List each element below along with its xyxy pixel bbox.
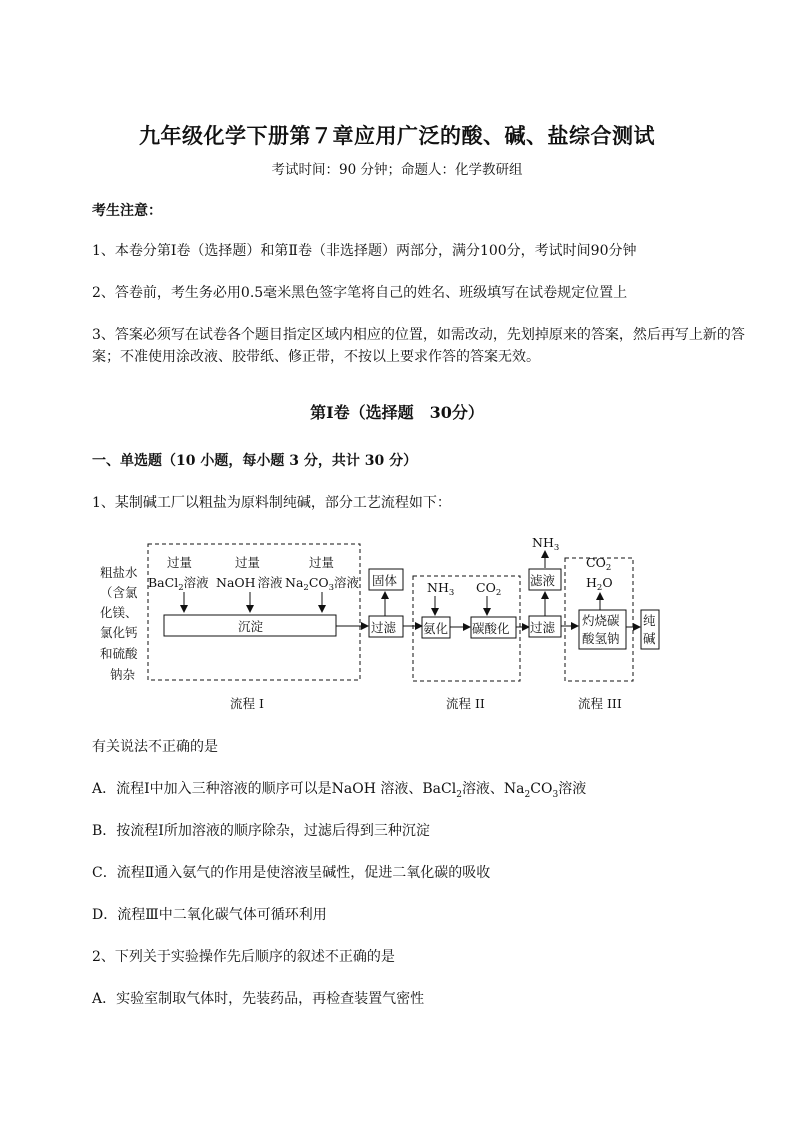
reagent-excess-label-1: 过量 (167, 555, 193, 570)
note-item-1: 1、本卷分第Ⅰ卷（选择题）和第Ⅱ卷（非选择题）两部分，满分100分，考试时间90分钟 (92, 243, 637, 259)
section-title: 第Ⅰ卷（选择题 30分） (310, 403, 484, 422)
question-1-prompt: 有关说法不正确的是 (92, 739, 218, 755)
flow-1-label: 流程 I (230, 696, 264, 711)
note-item-3: 3、答案必须写在试卷各个题目指定区域内相应的位置，如需改动，先划掉原来的答案，然后再写上新的答案；不准使用涂改液、胶带纸、修正带，不按以上要求作答的答案无效。 (92, 327, 745, 365)
h2o-label: $H_2O$ (586, 575, 613, 593)
flow-3-label: 流程 III (578, 696, 622, 711)
exam-info: 考试时间：90 分钟；命题人：化学教研组 (271, 162, 523, 178)
note-item-2: 2、答卷前，考生务必用0.5毫米黑色签字笔将自己的姓名、班级填写在试卷规定位置上 (92, 285, 628, 301)
raw-material-line-1: 粗盐水 (100, 565, 138, 580)
option-d: D．流程Ⅲ中二氧化碳气体可循环利用 (92, 907, 327, 923)
calcination-label-1: 灼烧碳 (582, 613, 620, 628)
question-2-option-a: A．实验室制取气体时，先装药品，再检查装置气密性 (92, 991, 425, 1007)
filtrate-label: 滤液 (530, 573, 556, 588)
soda-ash-label-1: 纯 (643, 613, 656, 628)
nh3-label: $NH_3$ (427, 580, 455, 598)
option-c: C．流程Ⅱ通入氨气的作用是使溶液呈碱性，促进二氧化碳的吸收 (92, 865, 491, 881)
filter-1-label: 过滤 (371, 620, 397, 635)
reagent-excess-label-2: 过量 (235, 555, 261, 570)
raw-material-line-4: 氯化钙 (100, 625, 138, 640)
precipitation-label: 沉淀 (238, 619, 264, 634)
co2-label-1: $CO_2$ (476, 580, 502, 598)
option-a: A．流程Ⅰ中加入三种溶液的顺序可以是NaOH 溶液、BaCl$_2$溶液、$Na_2CO_3$溶液 (92, 781, 587, 800)
part-heading: 一、单选题（10 小题，每小题 3 分，共计 30 分） (92, 453, 418, 469)
calcination-label-2: 酸氢钠 (582, 631, 620, 646)
carbonation-label: 碳酸化 (472, 621, 510, 636)
reagent-excess-label-3: 过量 (309, 555, 335, 570)
nh3-output-label: $NH_3$ (532, 535, 560, 553)
question-1-stem: 1、某制碱工厂以粗盐为原料制纯碱，部分工艺流程如下： (92, 495, 451, 511)
co2-label-2: $CO_2$ (586, 555, 612, 573)
soda-ash-label-2: 碱 (643, 631, 656, 646)
question-2-stem: 2、下列关于实验操作先后顺序的叙述不正确的是 (92, 949, 395, 965)
filter-2-label: 过滤 (530, 620, 556, 635)
bacl2-label: BaCl$_2$溶液 (148, 575, 209, 593)
option-b: B．按流程Ⅰ所加溶液的顺序除杂，过滤后得到三种沉淀 (92, 823, 430, 839)
page-title: 九年级化学下册第７章应用广泛的酸、碱、盐综合测试 (139, 123, 655, 148)
ammoniation-label: 氨化 (423, 621, 449, 636)
raw-material-line-3: 化镁、 (100, 605, 138, 620)
flow-2-label: 流程 II (446, 696, 485, 711)
process-flow-diagram (92, 525, 692, 725)
raw-material-line-6: 钠杂 (110, 667, 136, 682)
solid-label: 固体 (372, 573, 398, 588)
na2co3-label: $Na_2CO_3$溶液 (285, 575, 360, 593)
raw-material-line-5: 和硫酸 (100, 646, 138, 661)
naoh-label: NaOH 溶液 (216, 575, 283, 590)
notes-heading: 考生注意： (92, 203, 162, 219)
raw-material-line-2: （含氯 (100, 585, 138, 600)
